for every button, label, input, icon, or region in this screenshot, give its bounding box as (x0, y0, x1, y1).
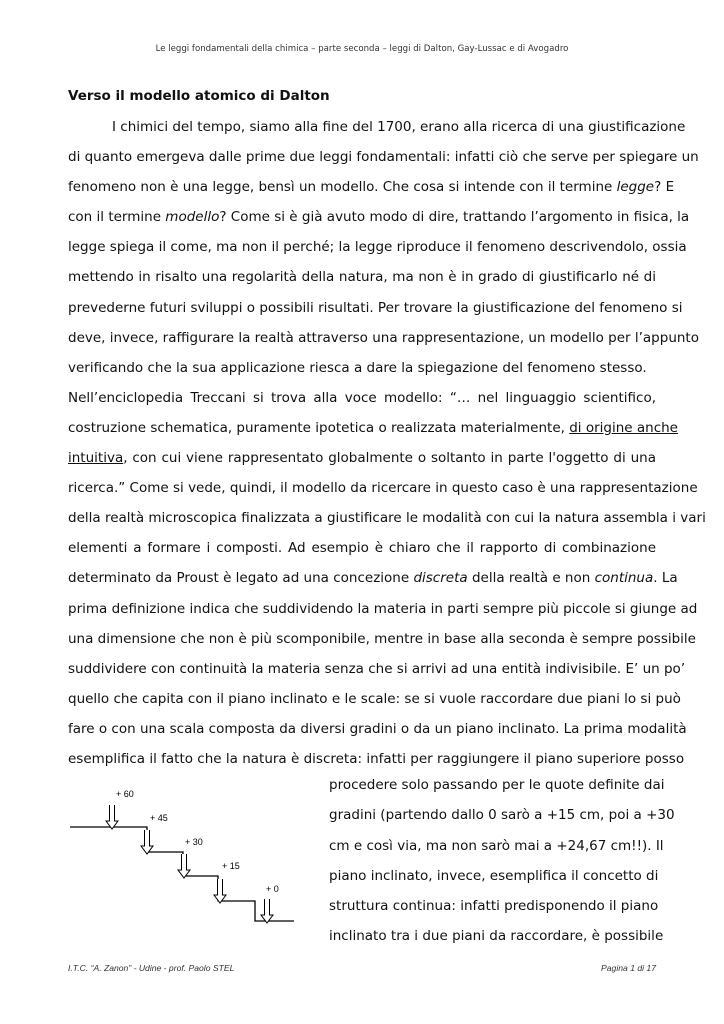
text-line: cm e così via, ma non sarò mai a +24,67 cm!!). Il (329, 837, 664, 854)
level-arrow (141, 830, 153, 854)
text-line: procedere solo passando per le quote definite dai (329, 777, 665, 793)
text-line (68, 684, 681, 714)
level-label: + 15 (222, 861, 240, 871)
level-label: + 60 (116, 789, 134, 799)
text-line (68, 533, 656, 563)
side-paragraph (329, 770, 675, 952)
text-run: , con cui viene rappresentato globalmente o soltanto in parte l'oggetto di una (123, 450, 656, 467)
text-run: esemplifica il fatto che la natura è discreta: infatti per raggiungere il piano superiore posso (68, 750, 685, 767)
text-run: suddividere con continuità la materia senza che si arrivi ad una entità indivisibile. E’ un po’ (68, 660, 686, 677)
text-run: costruzione schematica, puramente ipotetica o realizzata materialmente, (68, 419, 570, 436)
level-arrow (214, 879, 226, 903)
section-heading: Verso il modello atomico di Dalton (68, 88, 330, 104)
text-run: prima definizione indica che suddividendo la materia in parti sempre più piccole si giunge ad (68, 600, 698, 617)
underlined-text: di origine anche (569, 419, 678, 436)
text-run: della realtà e non (467, 570, 595, 587)
text-line (68, 473, 698, 503)
text-run: determinato da Proust è legato ad una concezione (68, 570, 414, 587)
level-label: + 0 (266, 884, 279, 894)
text-line (68, 112, 686, 142)
underlined-text: intuitiva (68, 450, 124, 467)
text-line (68, 202, 690, 232)
text-run: ricerca.” Come si vede, quindi, il modello da ricercare in questo caso è una rappresentazione (68, 480, 698, 497)
staircase-diagram (70, 786, 300, 926)
text-run: con il termine (68, 209, 166, 226)
text-run: di quanto emergeva dalle prime due leggi fondamentali: infatti ciò che serve per spiegare un (68, 149, 699, 166)
text-line (68, 654, 686, 684)
level-label: + 45 (150, 813, 168, 823)
italic-term: legge (616, 179, 655, 196)
text-line (68, 232, 687, 262)
text-run: prevederne futuri sviluppi o possibili risultati. Per trovare la giustificazione del fenomeno si (68, 299, 683, 316)
italic-term: modello (165, 209, 220, 226)
text-line: piano inclinato, invece, esemplifica il concetto di (329, 867, 659, 884)
text-run: della realtà microscopica finalizzata a giustificare le modalità con cui la natura assembla i vari (68, 510, 706, 527)
text-line (68, 624, 696, 654)
text-line (68, 503, 706, 533)
body-paragraph (68, 112, 706, 774)
text-line (68, 443, 656, 473)
text-line (68, 714, 687, 744)
text-run: una dimensione che non è più scomponibile, mentre in base alla seconda è sempre possibile (68, 630, 696, 647)
level-arrow (261, 899, 273, 923)
text-run: ? E (654, 179, 675, 196)
level-arrow (106, 805, 118, 829)
text-line (68, 172, 675, 202)
text-run: fare o con una scala composta da diversi gradini o da un piano inclinato. La prima modalità (68, 720, 687, 737)
text-line (68, 323, 699, 353)
text-run: . La (653, 570, 678, 587)
text-line (68, 383, 656, 413)
text-line (68, 262, 656, 292)
footer-page-number: Pagina 1 di 17 (601, 963, 656, 973)
text-run: mettendo in risalto una regolarità della natura, ma non è in grado di giustificarlo né di (68, 269, 656, 286)
text-run: I chimici del tempo, siamo alla fine del 1700, erano alla ricerca di una giustificazione (112, 119, 686, 135)
text-line (68, 563, 678, 593)
text-line (68, 594, 698, 624)
text-line (68, 142, 699, 172)
text-run: elementi a formare i composti. Ad esempio è chiaro che il rapporto di combinazione (68, 540, 656, 557)
italic-term: continua (594, 570, 654, 587)
text-run: deve, invece, raffigurare la realtà attraverso una rappresentazione, un modello per l’appunto (68, 329, 699, 346)
text-run: legge spiega il come, ma non il perché; la legge riproduce il fenomeno descrivendolo, ossia (68, 239, 687, 256)
text-line: gradini (partendo dallo 0 sarò a +15 cm, poi a +30 (329, 807, 675, 824)
text-line (68, 353, 656, 383)
text-line: struttura continua: infatti predisponendo il piano (329, 898, 659, 915)
text-line (68, 293, 683, 323)
text-run: ? Come si è già avuto modo di dire, trattando l’argomento in fisica, la (219, 209, 690, 226)
text-line (68, 413, 678, 443)
level-label: + 30 (185, 837, 203, 847)
text-run: verificando che la sua applicazione riesca a dare la spiegazione del fenomeno stesso. (68, 359, 647, 376)
level-arrow (178, 854, 190, 878)
text-run: quello che capita con il piano inclinato e le scale: se si vuole raccordare due piani lo si può (68, 690, 681, 707)
text-run: Nell’enciclopedia Treccani si trova alla voce modello: “… nel linguaggio scientifico, (68, 389, 656, 406)
running-header: Le leggi fondamentali della chimica – parte seconda – leggi di Dalton, Gay-Lussac e di Avogadro (155, 44, 569, 54)
footer-school: I.T.C. “A. Zanon” - Udine - prof. Paolo STEL (68, 963, 235, 973)
text-line: inclinato tra i due piani da raccordare, è possibile (329, 928, 664, 945)
text-run: fenomeno non è una legge, bensì un modello. Che cosa si intende con il termine (68, 179, 617, 196)
italic-term: discreta (413, 570, 468, 587)
